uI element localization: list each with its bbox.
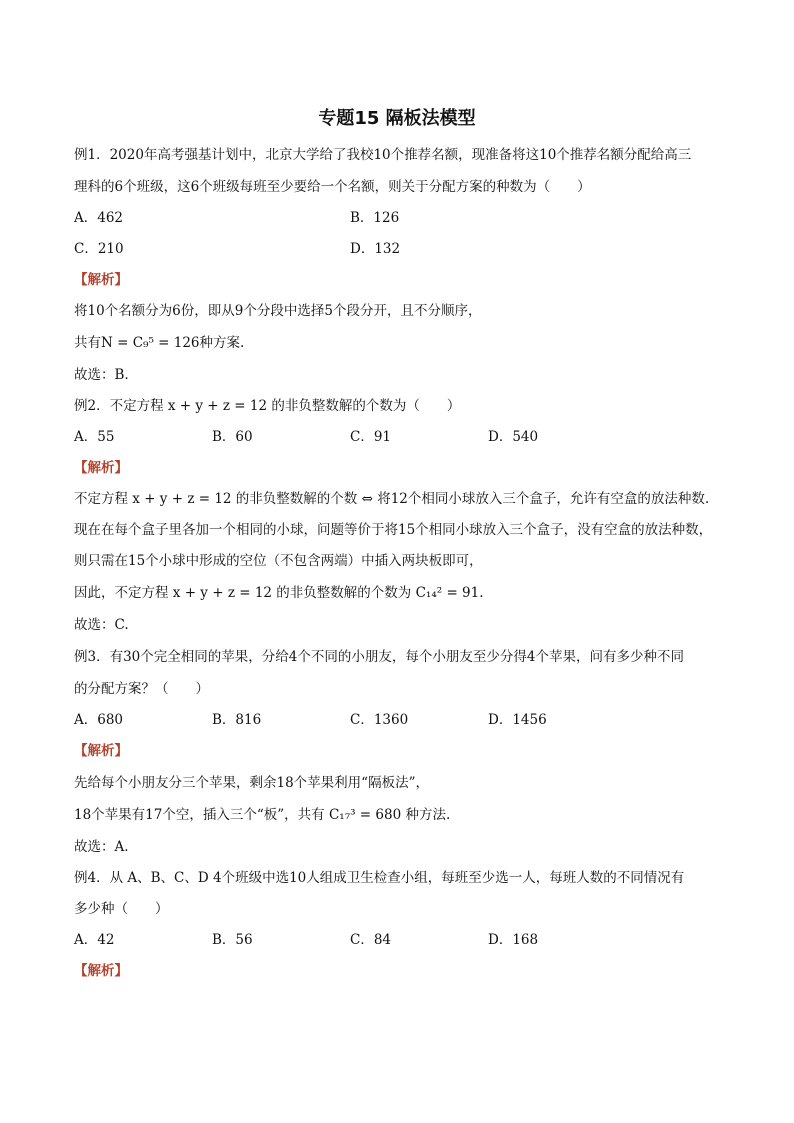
ex4-option-c: C．84 [350,932,392,948]
ex3-option-b: B．816 [212,712,262,728]
ex4-solution-label: 【解析】 [74,963,128,979]
ex3-option-d: D．1456 [488,712,547,728]
ex1-solution-line1: 将10个名额分为6份，即从9个分段中选择5个段分开，且不分顺序， [74,303,482,319]
ex2-option-a: A．55 [74,429,115,445]
ex3-stem-line2: 的分配方案？（ ） [74,681,209,697]
ex2-solution-label: 【解析】 [74,460,128,476]
ex3-options [74,709,724,731]
ex3-option-c: C．1360 [350,712,409,728]
ex2-options [74,426,724,448]
ex3-answer: 故选：A. [74,839,129,855]
ex4-stem-line1: 例4．从 A、B、C、D 4个班级中选10人组成卫生检查小组，每班至少选一人，每班人数的不同情况有 [74,870,685,886]
ex4-option-b: B．56 [212,932,253,948]
ex2-solution-line2: 现在在每个盒子里各加一个相同的小球，问题等价于将15个相同小球放入三个盒子，没有空盒的放法种数， [74,522,713,538]
ex2-option-c: C．91 [350,429,392,445]
ex2-stem: 例2．不定方程 x + y + z = 12 的非负整数解的个数为（ ） [74,398,461,414]
ex1-option-b: B．126 [350,210,400,226]
ex2-solution-line4: 因此，不定方程 x + y + z = 12 的非负整数解的个数为 C₁₄² = 91. [74,585,484,601]
ex2-solution-line1: 不定方程 x + y + z = 12 的非负整数解的个数 ⇔ 将12个相同小球放入三个盒子，允许有空盒的放法种数. [74,491,710,507]
ex1-stem-line1: 例1．2020年高考强基计划中，北京大学给了我校10个推荐名额，现准备将这10个推荐名额分配给高三 [74,147,692,163]
ex2-option-b: B．60 [212,429,253,445]
ex3-stem-line1: 例3．有30个完全相同的苹果，分给4个不同的小朋友，每个小朋友至少分得4个苹果，问有多少种不同 [74,649,684,665]
content [74,144,724,982]
ex1-option-d: D．132 [350,241,401,257]
ex1-option-c: C．210 [74,241,124,257]
ex1-options-row2 [74,238,724,260]
ex3-option-a: A．680 [74,712,124,728]
ex4-stem-line2: 多少种（ ） [74,901,169,917]
ex1-solution-label: 【解析】 [74,272,128,288]
ex1-solution-line2: 共有N = C₉⁵ = 126种方案. [74,335,245,351]
page-title: 专题15 隔板法模型 [318,108,476,129]
ex3-solution-label: 【解析】 [74,743,128,759]
ex4-option-d: D．168 [488,932,539,948]
ex1-stem-line2: 理科的6个班级，这6个班级每班至少要给一个名额，则关于分配方案的种数为（ ） [74,179,591,195]
ex1-answer: 故选：B. [74,367,129,383]
ex1-option-a: A．462 [74,210,124,226]
ex4-option-a: A．42 [74,932,115,948]
ex1-options-row1 [74,207,724,229]
ex2-solution-line3: 则只需在15个小球中形成的空位（不包含两端）中插入两块板即可， [74,553,483,569]
ex2-answer: 故选：C. [74,617,129,633]
ex3-solution-line2: 18个苹果有17个空，插入三个“板”，共有 C₁₇³ = 680 种方法. [74,807,451,823]
ex2-option-d: D．540 [488,429,539,445]
ex3-solution-line1: 先给每个小朋友分三个苹果，剩余18个苹果利用“隔板法”， [74,775,429,791]
ex4-options [74,929,724,951]
